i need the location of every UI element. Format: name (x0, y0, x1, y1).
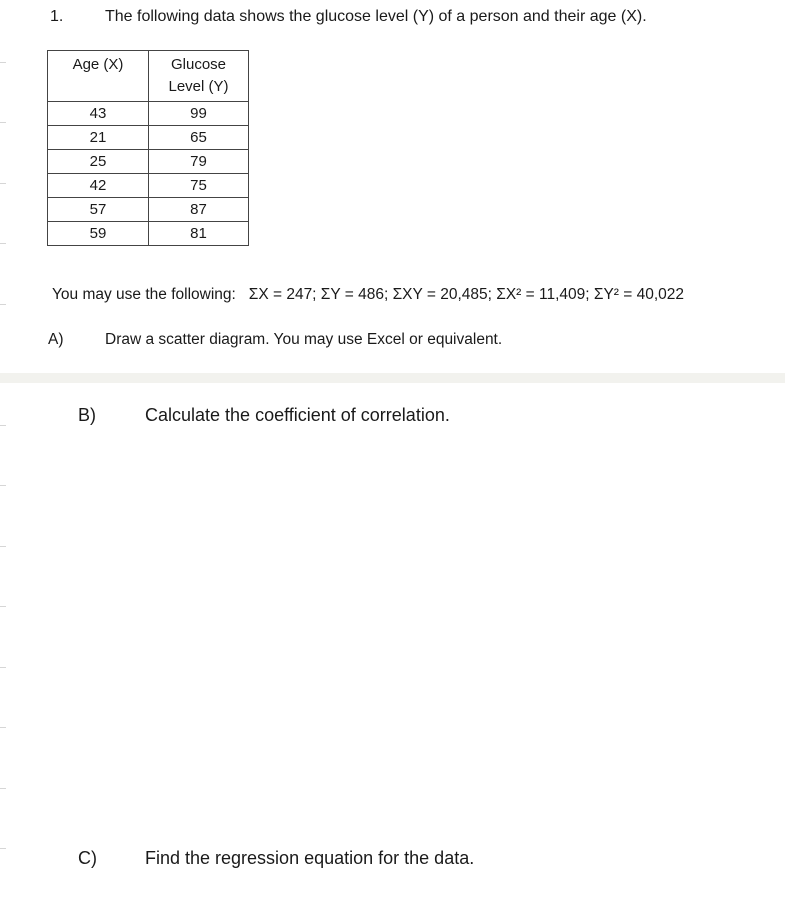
part-c-label: C) (78, 848, 97, 868)
cell-glucose: 81 (149, 222, 249, 246)
margin-tick (0, 304, 6, 305)
table-row (48, 174, 249, 198)
margin-tick (0, 122, 6, 123)
cell-age: 21 (48, 126, 149, 150)
cell-glucose: 75 (149, 174, 249, 198)
header-age: Age (X) (48, 51, 149, 102)
table-header-row (48, 51, 249, 102)
cell-glucose: 99 (149, 102, 249, 126)
table-row (48, 102, 249, 126)
margin-tick (0, 485, 6, 486)
part-b-text: Calculate the coefficient of correlation. (145, 405, 450, 425)
cell-age: 59 (48, 222, 149, 246)
cell-age: 43 (48, 102, 149, 126)
margin-tick (0, 848, 6, 849)
margin-tick (0, 667, 6, 668)
margin-tick (0, 727, 6, 728)
cell-age: 42 (48, 174, 149, 198)
header-glucose: Glucose Level (Y) (149, 51, 249, 102)
part-b-label: B) (78, 405, 96, 425)
margin-tick (0, 788, 6, 789)
cell-glucose: 87 (149, 198, 249, 222)
cell-age: 25 (48, 150, 149, 174)
margin-tick (0, 243, 6, 244)
margin-tick (0, 183, 6, 184)
part-a-label: A) (48, 331, 64, 348)
margin-tick (0, 606, 6, 607)
data-table (47, 50, 249, 246)
margin-tick (0, 425, 6, 426)
cell-age: 57 (48, 198, 149, 222)
cell-glucose: 79 (149, 150, 249, 174)
question-number: 1. (50, 8, 64, 25)
table-row (48, 126, 249, 150)
table-row (48, 198, 249, 222)
page-separator (0, 373, 785, 383)
question-text: The following data shows the glucose level (Y) of a person and their age (X). (105, 8, 647, 25)
table-row (48, 150, 249, 174)
margin-tick (0, 546, 6, 547)
part-c-text: Find the regression equation for the data. (145, 848, 475, 868)
cell-glucose: 65 (149, 126, 249, 150)
table-row (48, 222, 249, 246)
margin-tick (0, 62, 6, 63)
part-a-text: Draw a scatter diagram. You may use Excel or equivalent. (105, 331, 503, 348)
summation-hint: You may use the following: ΣX = 247; ΣY = 486; ΣXY = 20,485; ΣX² = 11,409; ΣY² = 40,022 (52, 286, 685, 303)
